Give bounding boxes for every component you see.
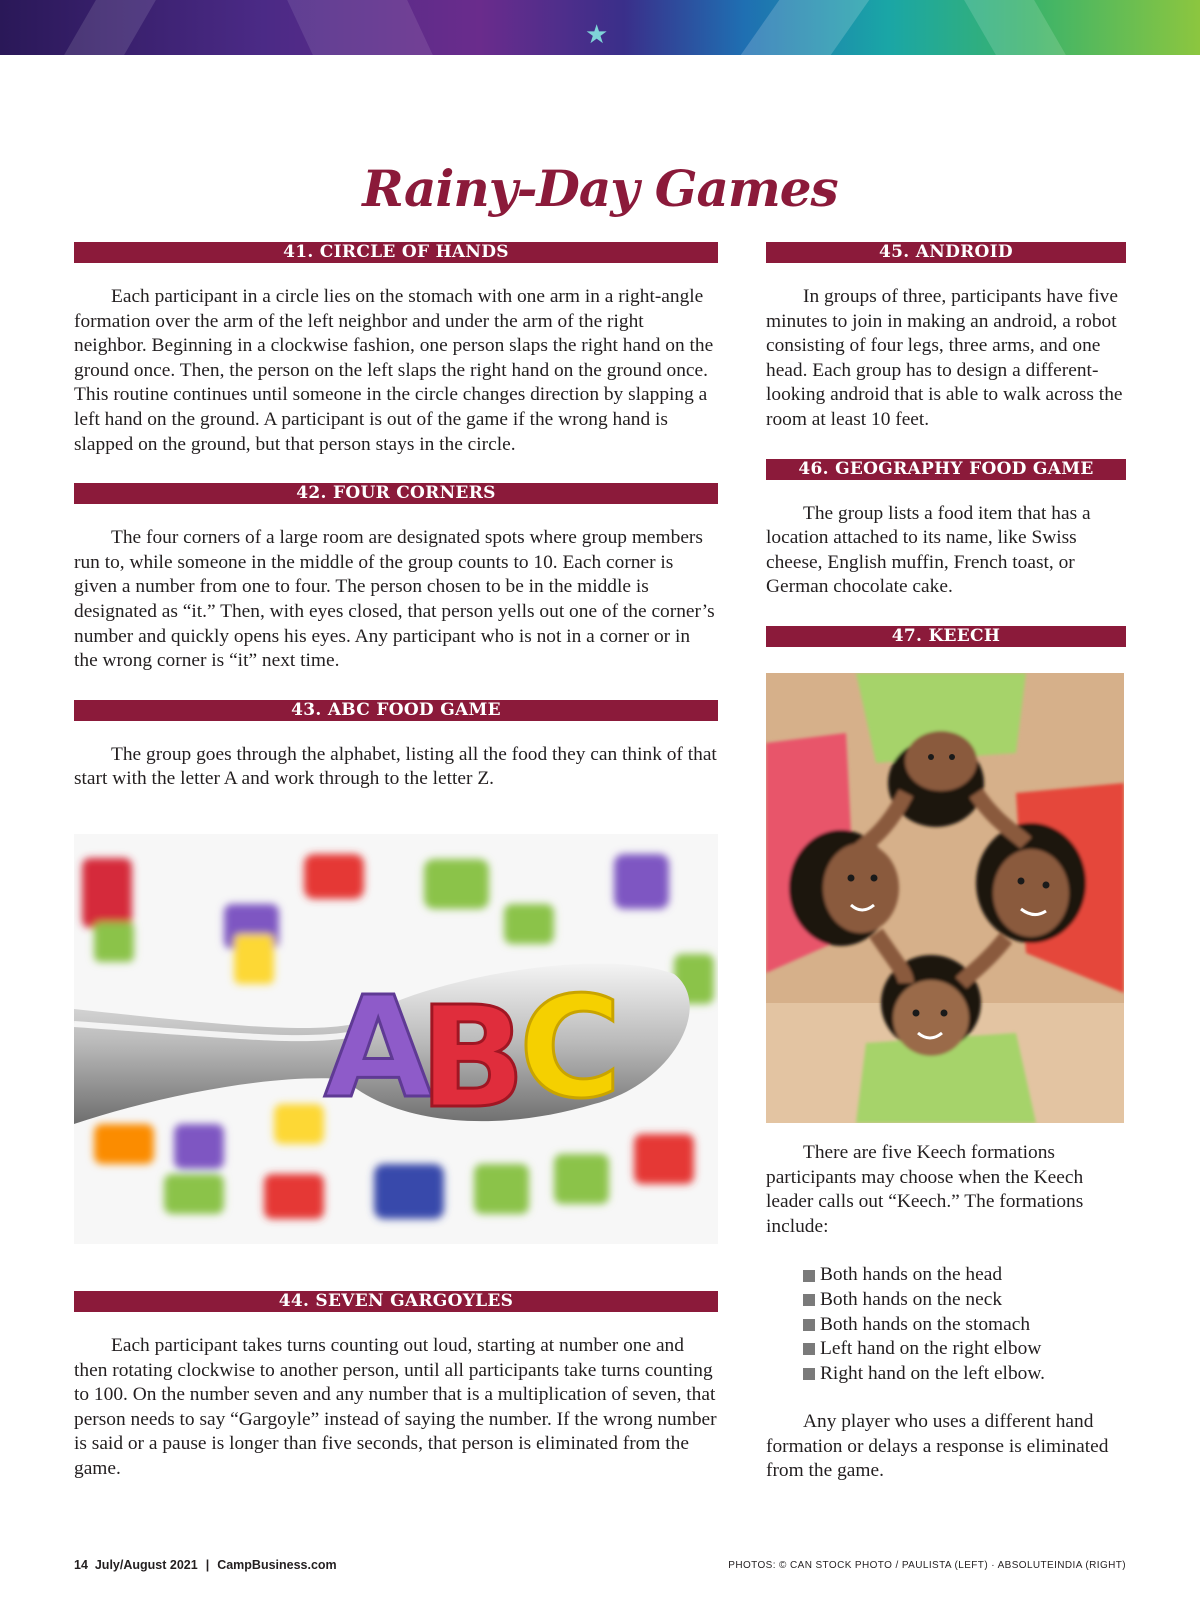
- section-outro-47: Any player who uses a different hand formation or delays a response is eliminated from the game.: [766, 1411, 1109, 1482]
- section-heading-41: 41. CIRCLE OF HANDS: [74, 242, 718, 263]
- section-heading-45: 45. ANDROID: [766, 242, 1126, 263]
- section-intro-47: There are five Keech formations participants may choose when the Keech leader calls out “Keech.” The formations include:: [766, 1141, 1084, 1237]
- formation-label: Left hand on the right elbow: [820, 1338, 1042, 1360]
- section-body-42: The four corners of a large room are designated spots where group members run to, while someone in the middle of the group counts to 10. Each corner is given a number from one to four. The person chosen to be in the middle is designated as “it.” Then, with eyes closed, that person yells out one of the corner’s number and quickly opens his eyes. Any participant who is not in a corner or in the wrong corner is “it” next time.: [74, 527, 715, 672]
- letter-c: C: [519, 966, 622, 1130]
- formation-label: Both hands on the neck: [820, 1288, 1003, 1310]
- section-body-46: The group lists a food item that has a location attached to its name, like Swiss cheese, English muffin, French toast, or German chocolate cake.: [766, 502, 1091, 598]
- section-heading-43: 43. ABC FOOD GAME: [74, 700, 718, 721]
- list-item: [803, 1313, 1126, 1338]
- section-body-44: Each participant takes turns counting out loud, starting at number one and then rotating clockwise to another person, until all participants take turns counting to 100. On the number seven and any number that is a multiplication of seven, that person needs to say “Gargoyle” instead of saying the number. If the wrong number is said or a pause is longer than five seconds, that person is eliminated from the game.: [74, 1334, 717, 1479]
- site-link[interactable]: CampBusiness.com: [217, 1558, 337, 1572]
- bullet-square-icon: [803, 1368, 815, 1380]
- issue-date: July/August 2021: [94, 1558, 198, 1572]
- list-item: [803, 1362, 1126, 1387]
- right-column: [766, 242, 1126, 1484]
- abc-spoon-photo: [74, 834, 718, 1244]
- page-number: 14: [74, 1558, 88, 1572]
- footer-separator: |: [205, 1558, 210, 1572]
- section-heading-42: 42. FOUR CORNERS: [74, 483, 718, 504]
- section-body-41: Each participant in a circle lies on the stomach with one arm in a right-angle formation over the arm of the left neighbor and under the arm of the right neighbor. Beginning in a clockwise fashion, one person slaps the right hand on the ground once. Then, the person on the left slaps the right hand on the ground once. This routine continues until someone in the circle changes direction by slapping a left hand on the ground. A participant is out of the game if the wrong hand is slapped on the ground, but that person stays in the circle.: [74, 286, 714, 455]
- footer-folio: [74, 1558, 337, 1572]
- letter-b: B: [419, 976, 526, 1140]
- list-item: [803, 1288, 1126, 1313]
- star-icon: ★: [585, 20, 609, 50]
- section-body-45: In groups of three, participants have five minutes to join in making an android, a robot consisting of four legs, three arms, and one head. Each group has to design a different-looking android that is able to walk across the room at least 10 feet.: [766, 286, 1123, 430]
- section-heading-44: 44. SEVEN GARGOYLES: [74, 1291, 718, 1312]
- list-item: [803, 1337, 1126, 1362]
- section-heading-47: 47. KEECH: [766, 626, 1126, 647]
- keech-formations-list: [766, 1263, 1126, 1386]
- formation-label: Both hands on the head: [820, 1264, 1003, 1286]
- top-banner: [0, 0, 1200, 55]
- kids-circle-photo: [766, 673, 1124, 1123]
- bullet-square-icon: [803, 1270, 815, 1282]
- section-heading-46: 46. GEOGRAPHY FOOD GAME: [766, 459, 1126, 480]
- section-body-43: The group goes through the alphabet, listing all the food they can think of that start with the letter A and work through to the letter Z.: [74, 743, 717, 790]
- page-footer: [74, 1558, 1126, 1574]
- letter-a: A: [324, 966, 433, 1130]
- page-title: Rainy-Day Games: [362, 158, 838, 218]
- bullet-square-icon: [803, 1319, 815, 1331]
- bullet-square-icon: [803, 1294, 815, 1306]
- formation-label: Both hands on the stomach: [820, 1313, 1031, 1335]
- list-item: [803, 1263, 1126, 1288]
- formation-label: Right hand on the left elbow.: [820, 1362, 1045, 1384]
- bullet-square-icon: [803, 1343, 815, 1355]
- photo-credits: PHOTOS: © CAN STOCK PHOTO / PAULISTA (LEFT) · ABSOLUTEINDIA (RIGHT): [728, 1560, 1126, 1571]
- left-column: [74, 242, 718, 1481]
